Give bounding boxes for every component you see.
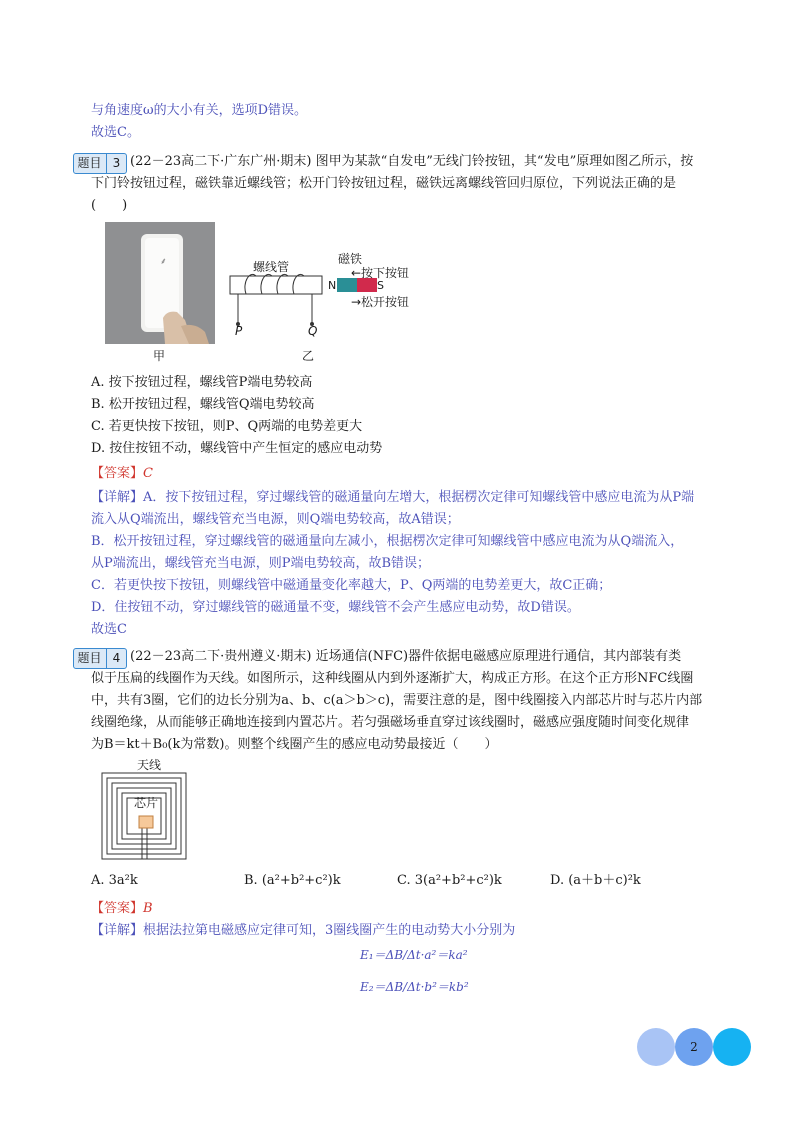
q3-detail-line-1 (91, 487, 694, 509)
q-terminal-label: Q (308, 324, 318, 338)
q3-option-a: A. 按下按钮过程，螺线管P端电势较高 (91, 375, 313, 390)
answer-value: B (143, 901, 153, 916)
q4-stem-line-1: (22－23高二下·贵州遵义·期末) 近场通信(NFC)器件依据电磁感应原理进行通信，其内部装有类 (130, 649, 682, 664)
answer-tag: 【答案】 (91, 466, 144, 481)
answer-value: C (143, 466, 153, 481)
q3-conclusion: 故选C (91, 622, 127, 637)
q3-detail-line-2: 流入从Q端流出，螺线管充当电源，则Q端电势较高，故A错误； (91, 512, 460, 527)
q3-detail-line-5: C．若更快按下按钮，则螺线管中磁通量变化率越大，P、Q两端的电势差更大，故C正确； (91, 578, 612, 593)
page-decor-circle-right (713, 1028, 751, 1066)
answer-tag: 【答案】 (91, 901, 144, 916)
prev-explanation-line: 与角速度ω的大小有关，选项D错误。 (91, 103, 308, 118)
q3-option-d: D. 按住按钮不动，螺线管中产生恒定的感应电动势 (91, 441, 383, 456)
s-pole-label: S (377, 279, 384, 292)
q3-answer (91, 463, 153, 485)
n-pole-label: N (328, 279, 337, 292)
detail-tag: 【详解】 (91, 490, 144, 505)
p-terminal-label: P (235, 324, 243, 338)
caption-jia: 甲 (153, 349, 166, 363)
badge-number: 4 (106, 649, 123, 668)
q4-stem-line-2: 似于压扁的线圈作为天线。如图所示，这种线圈从内到外逐渐扩大，构成正方形。在这个正方形NFC线圈 (91, 671, 694, 686)
antenna-label: 天线 (137, 758, 162, 772)
q4-option-c: C. 3(a²+b²+c²)k (397, 873, 502, 888)
chip-label: 芯片 (134, 796, 159, 810)
detail-text: A．按下按钮过程，穿过螺线管的磁通量向左增大，根据楞次定律可知螺线管中感应电流为从P端 (143, 490, 695, 505)
badge-label: 题目 (77, 651, 102, 665)
badge-number: 3 (106, 154, 123, 173)
q4-answer (91, 898, 153, 920)
q4-stem-line-3: 中，共有3圈，它们的边长分别为a、b、c(a＞b＞c)，需要注意的是，图中线圈接入内部芯片时与芯片内部 (91, 693, 703, 708)
q3-stem-line-1: (22－23高二下·广东广州·期末) 图甲为某款“自发电”无线门铃按钮，其“发电”原理如图乙所示，按 (130, 154, 694, 169)
q3-stem-line-2: 下门铃按钮过程，磁铁靠近螺线管；松开门铃按钮过程，磁铁远离螺线管回归原位，下列说法正确的是 (91, 176, 677, 191)
question-badge-3 (73, 153, 127, 174)
formula-e1: E₁＝ΔB/Δt·a²＝ka² (360, 948, 468, 962)
q4-stem-line-5: 为B＝kt＋B₀(k为常数)。则整个线圈产生的感应电动势最接近（ ） (91, 737, 498, 752)
magnet-label: 磁铁 (338, 252, 363, 266)
q3-detail-line-6: D．住按钮不动，穿过螺线管的磁通量不变，螺线管不会产生感应电动势，故D错误。 (91, 600, 580, 615)
press-button-label: ←按下按钮 (351, 266, 410, 280)
page-decor-circle-left (637, 1028, 675, 1066)
q3-detail-line-4: 从P端流出，螺线管充当电源，则P端电势较高，故B错误； (91, 556, 431, 571)
detail-tag: 【详解】 (91, 923, 144, 938)
prev-conclusion-line: 故选C。 (91, 125, 140, 140)
page-number-circle (675, 1028, 713, 1066)
svg-text:⸙: ⸙ (160, 257, 167, 267)
q3-option-c: C. 若更快按下按钮，则P、Q两端的电势差更大 (91, 419, 363, 434)
q3-option-b: B. 松开按钮过程，螺线管Q端电势较高 (91, 397, 315, 412)
page-number: 2 (690, 1040, 698, 1054)
q4-option-b: B. (a²+b²+c²)k (244, 873, 341, 888)
release-button-label: →松开按钮 (351, 295, 410, 309)
q3-detail-line-3: B．松开按钮过程，穿过螺线管的磁通量向左减小，根据楞次定律可知螺线管中感应电流为从Q端流入， (91, 534, 684, 549)
solenoid-label: 螺线管 (253, 260, 290, 274)
badge-label: 题目 (77, 156, 102, 170)
q3-stem-line-3: ( ) (91, 198, 128, 213)
q4-option-a: A. 3a²k (91, 873, 138, 888)
doorbell-photo (105, 222, 215, 344)
question-badge-4 (73, 648, 127, 669)
q4-stem-line-4: 线圈绝缘，从而能够正确地连接到内置芯片。若匀强磁场垂直穿过该线圈时，磁感应强度随时间变化规律 (91, 715, 690, 730)
formula-e2: E₂＝ΔB/Δt·b²＝kb² (360, 980, 469, 994)
nfc-coil-diagram (100, 771, 190, 863)
q4-detail-line (91, 920, 515, 942)
detail-text: 根据法拉第电磁感应定律可知，3圈线圈产生的电动势大小分别为 (143, 923, 516, 938)
q4-option-d: D. (a＋b＋c)²k (550, 873, 641, 888)
caption-yi: 乙 (302, 349, 315, 363)
